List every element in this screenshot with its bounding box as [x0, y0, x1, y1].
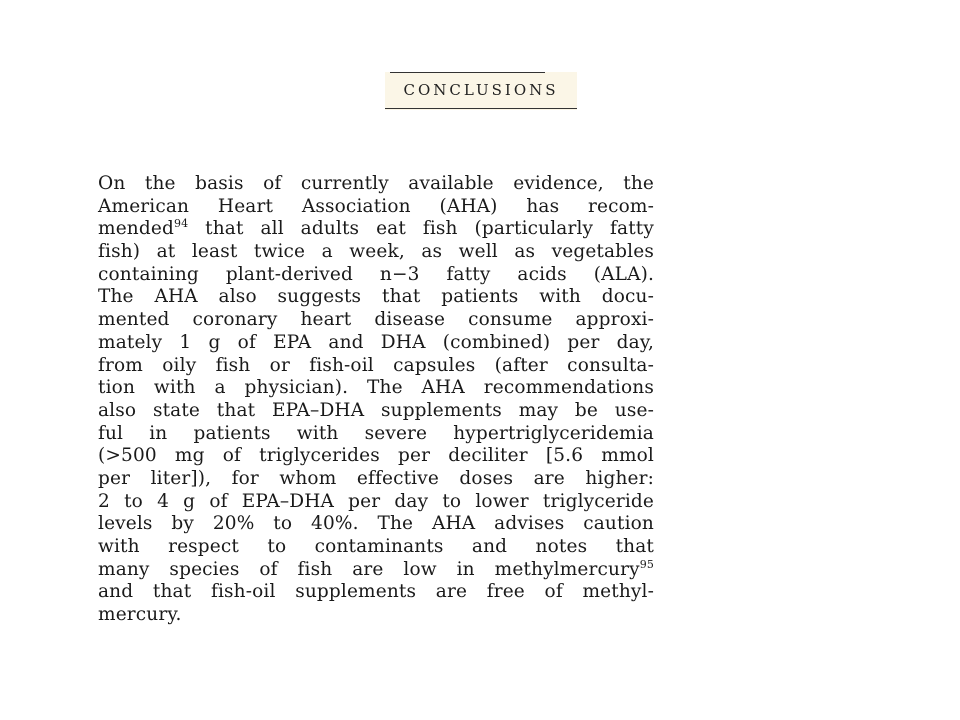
- paragraph-line-7: mented coronary heart disease consume approxi-: [98, 309, 654, 331]
- paragraph-line-8: mately 1 g of EPA and DHA (combined) per day,: [98, 331, 654, 353]
- paragraph-line-2: American Heart Association (AHA) has recom-: [98, 195, 654, 217]
- heading-rule-bottom: [385, 108, 577, 109]
- paragraph-line-3: [98, 218, 654, 241]
- paragraph-line-18: [98, 559, 654, 582]
- paragraph-line-9: from oily fish or fish-oil capsules (after consulta-: [98, 354, 654, 376]
- paragraph-line-5: containing plant-derived n−3 fatty acids (ALA).: [98, 263, 654, 285]
- paragraph-line-4: fish) at least twice a week, as well as vegetables: [98, 241, 654, 263]
- heading-rule-top: [390, 72, 545, 73]
- paragraph-line-13: (>500 mg of triglycerides per deciliter [5.6 mmol: [98, 445, 654, 467]
- paragraph-line-15: 2 to 4 g of EPA–DHA per day to lower triglyceride: [98, 490, 654, 512]
- paragraph-line-16: levels by 20% to 40%. The AHA advises caution: [98, 513, 654, 535]
- paragraph-line-14: per liter]), for whom effective doses are higher:: [98, 467, 654, 489]
- paragraph-line-17: with respect to contaminants and notes that: [98, 536, 654, 557]
- paragraph-line-19: and that fish-oil supplements are free of methyl-: [98, 581, 654, 603]
- paragraph-line-1: On the basis of currently available evidence, the: [98, 173, 654, 194]
- section-heading: CONCLUSIONS: [403, 81, 559, 99]
- paragraph-line-20: mercury.: [98, 604, 182, 626]
- line-3-end: that all adults eat fish (particularly fatty: [188, 218, 654, 240]
- reference-94: 94: [173, 217, 189, 231]
- paragraph-line-12: ful in patients with severe hypertriglyceridemia: [98, 422, 654, 444]
- paragraph-line-6: The AHA also suggests that patients with docu-: [98, 286, 654, 308]
- line-18-text: many species of fish are low in methylmercury: [98, 558, 640, 580]
- line-3-start: mended: [98, 218, 174, 240]
- paragraph-line-11: also state that EPA–DHA supplements may be use-: [98, 399, 654, 421]
- reference-95: 95: [639, 557, 654, 571]
- paragraph-line-10: tion with a physician). The AHA recommendations: [98, 377, 654, 399]
- conclusions-paragraph: [98, 173, 654, 627]
